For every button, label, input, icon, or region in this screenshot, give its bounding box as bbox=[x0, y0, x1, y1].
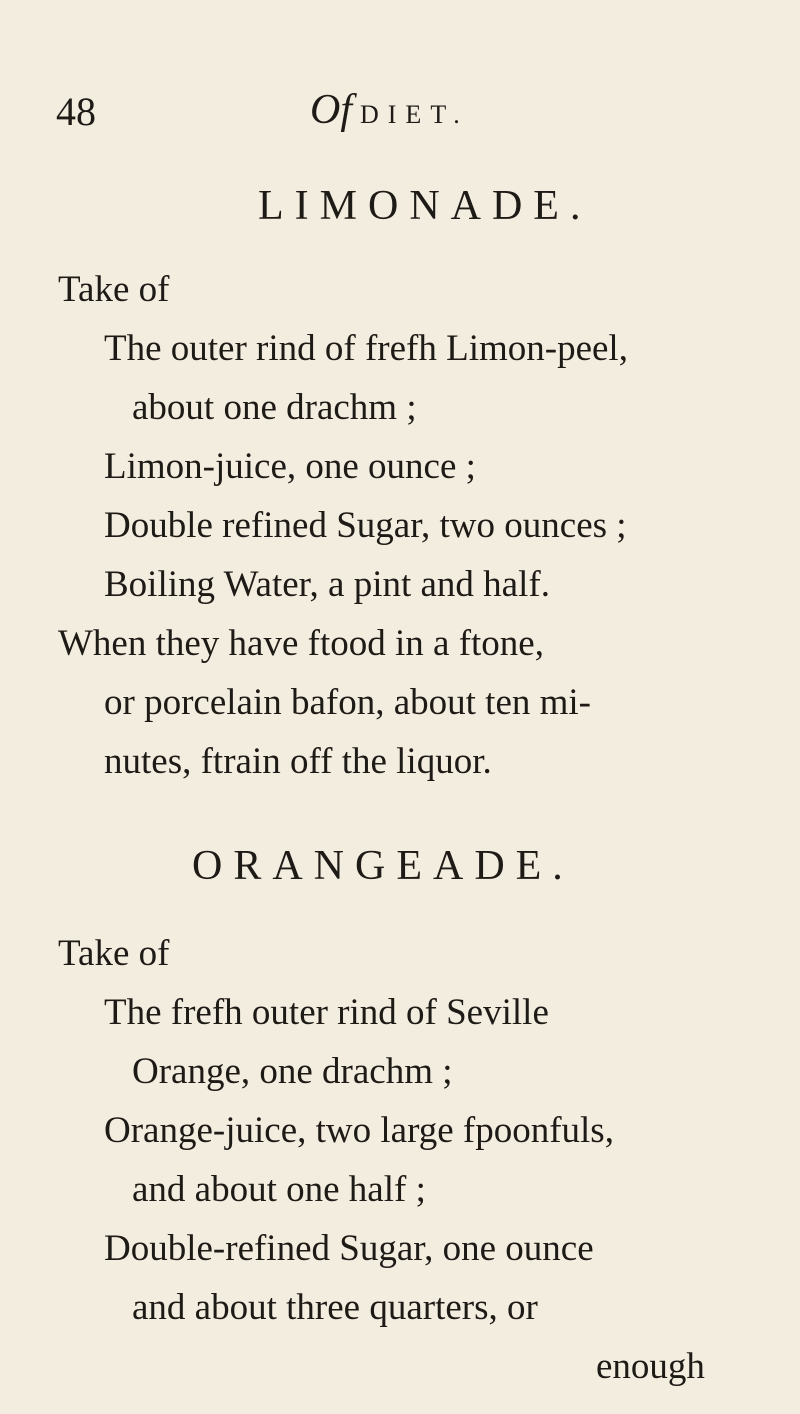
orangeade-line: and about three quarters, or bbox=[132, 1287, 538, 1328]
orangeade-line: Orange-juice, two large fpoonfuls, bbox=[104, 1110, 614, 1151]
running-title-of: Of bbox=[310, 87, 352, 133]
page-number: 48 bbox=[56, 89, 96, 134]
limonade-line: Double refined Sugar, two ounces ; bbox=[104, 505, 627, 546]
running-title bbox=[310, 86, 469, 134]
limonade-line: nutes, ftrain off the liquor. bbox=[104, 741, 492, 782]
limonade-line: or porcelain bafon, about ten mi- bbox=[104, 682, 591, 723]
running-title-word: DIET. bbox=[360, 100, 469, 129]
orangeade-line: Orange, one drachm ; bbox=[132, 1051, 453, 1092]
limonade-line: about one drachm ; bbox=[132, 387, 417, 428]
orangeade-line: The frefh outer rind of Seville bbox=[104, 992, 549, 1033]
limonade-line: Take of bbox=[58, 269, 170, 310]
limonade-line: Limon-juice, one ounce ; bbox=[104, 446, 476, 487]
orangeade-line: enough bbox=[596, 1346, 705, 1387]
orangeade-line: Double-refined Sugar, one ounce bbox=[104, 1228, 594, 1269]
limonade-line: When they have ftood in a ftone, bbox=[58, 623, 544, 664]
limonade-heading: LIMONADE. bbox=[258, 183, 592, 229]
orangeade-heading: ORANGEADE. bbox=[192, 843, 574, 889]
limonade-line: The outer rind of frefh Limon-peel, bbox=[104, 328, 628, 369]
orangeade-line: and about one half ; bbox=[132, 1169, 426, 1210]
limonade-line: Boiling Water, a pint and half. bbox=[104, 564, 550, 605]
orangeade-line: Take of bbox=[58, 933, 170, 974]
